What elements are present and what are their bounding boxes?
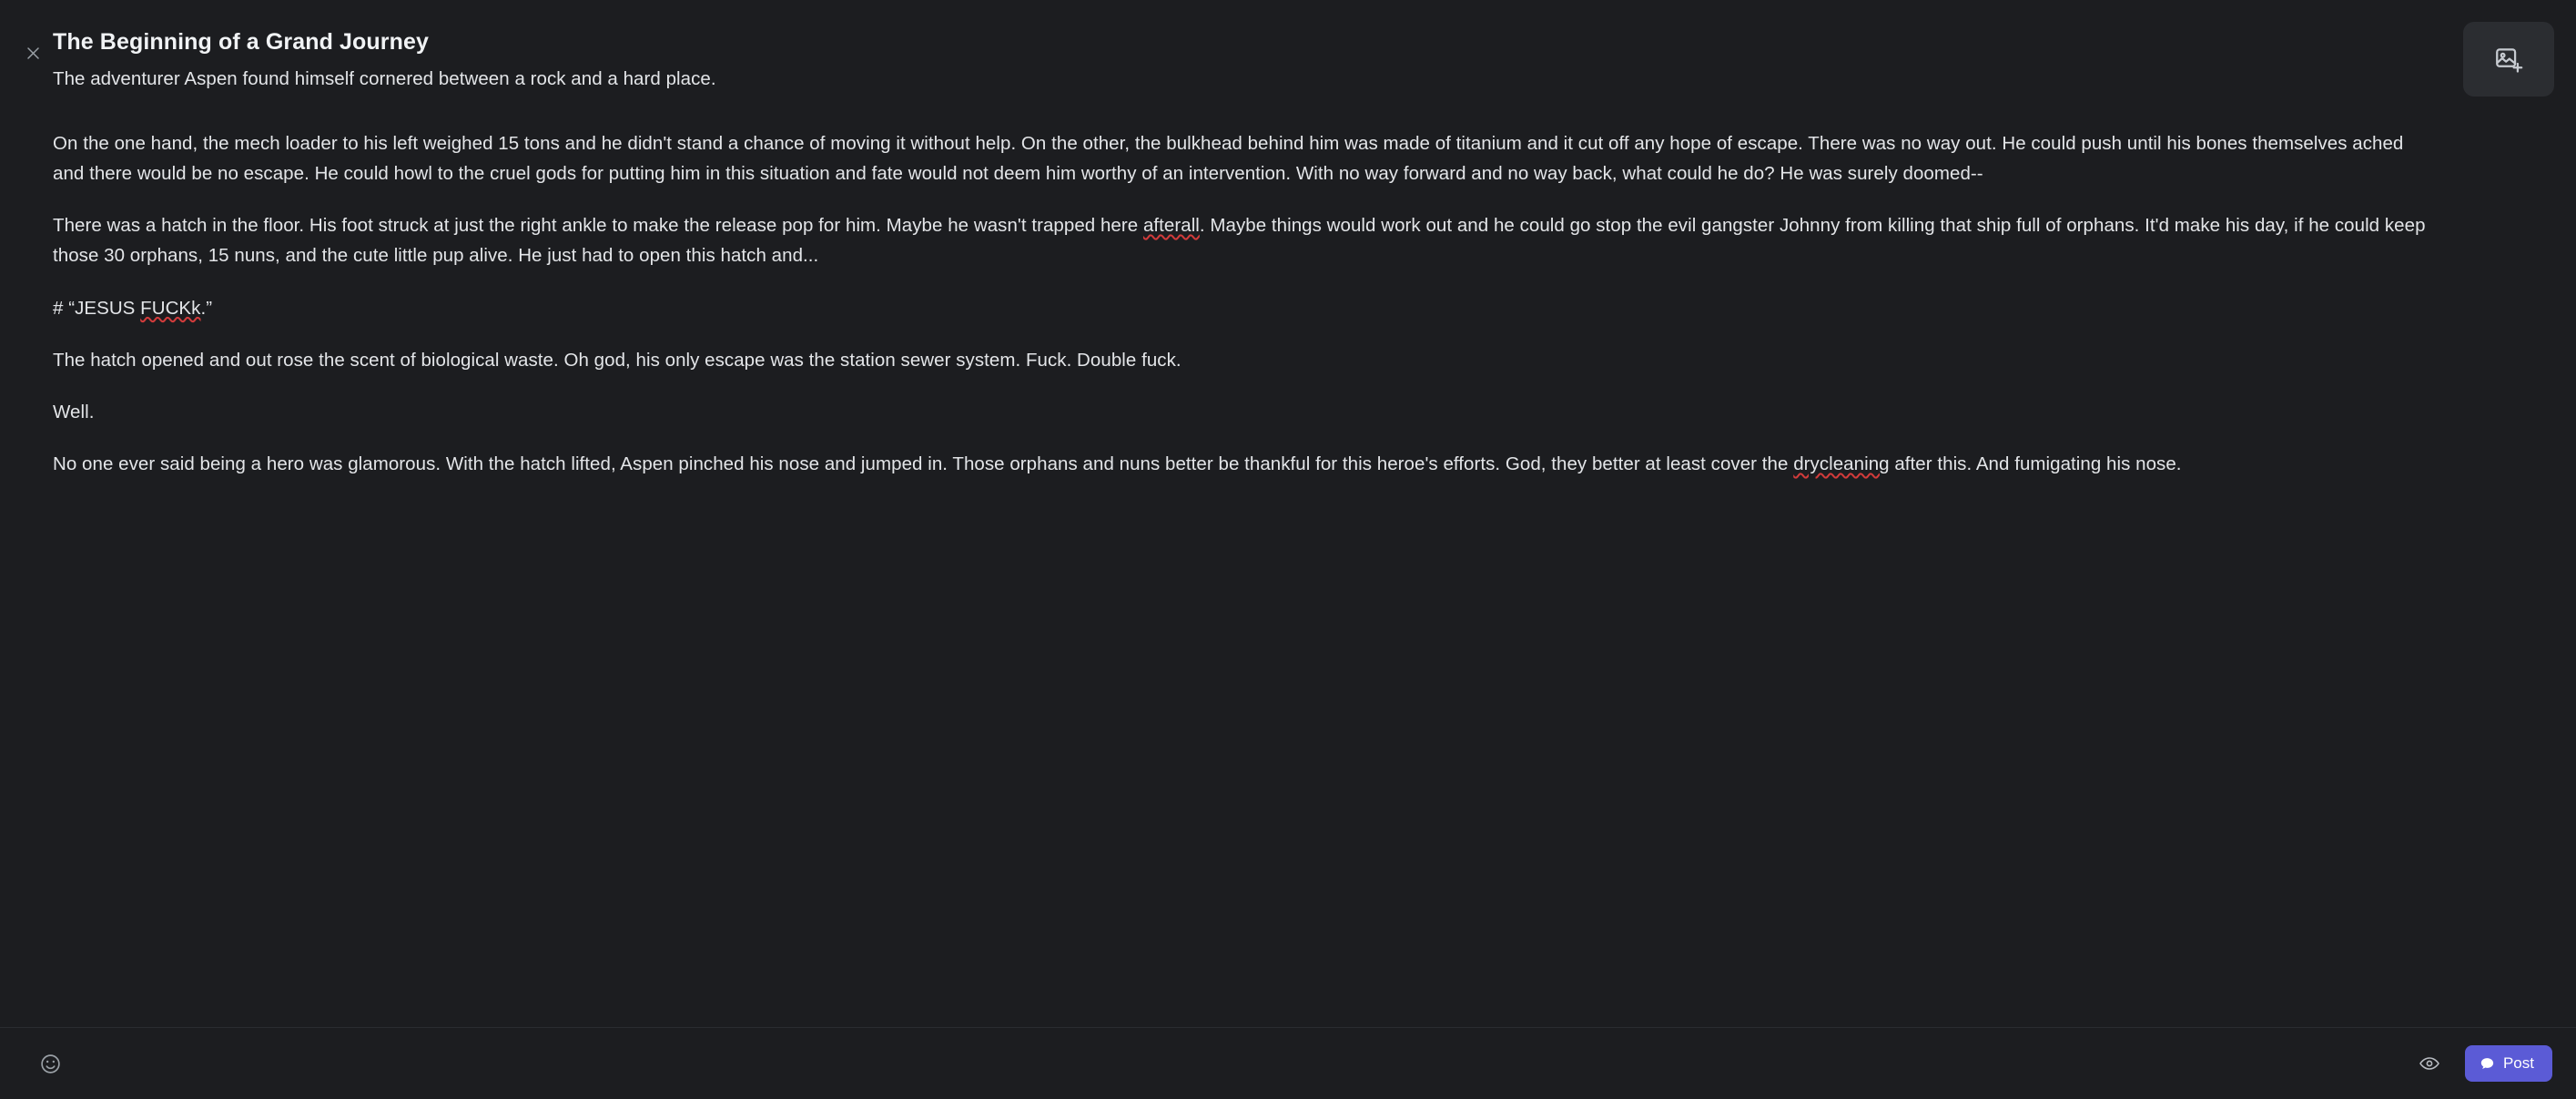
- document-content[interactable]: [53, 27, 2438, 501]
- post-button[interactable]: [2465, 1045, 2552, 1082]
- paragraph-text: # “JESUS: [53, 297, 141, 319]
- paragraph-2: [53, 128, 2438, 188]
- paragraph-text: after this. And fumigating his nose.: [1889, 453, 2182, 475]
- paragraph-intro: [53, 64, 2438, 94]
- comment-icon: [2480, 1056, 2495, 1072]
- editor-toolbar: [0, 1027, 2576, 1099]
- paragraph-text: The adventurer Aspen found himself cornered between a rock and a hard place.: [53, 67, 716, 89]
- paragraph-3: [53, 210, 2438, 270]
- add-image-icon: [2493, 44, 2524, 75]
- paragraph-6: [53, 397, 2438, 427]
- paragraph-text: . Maybe things would work out and he could go stop the evil gangster Johnny from killing that ship full of orphans. It'd make his day, if he could keep those 30 orphans, 15 nuns, and the cute little pup alive. He just had to open this hatch and...: [53, 215, 2426, 267]
- misspelled-word: FUCKk: [140, 297, 201, 319]
- document-title: The Beginning of a Grand Journey: [53, 29, 429, 55]
- paragraph-7: [53, 449, 2438, 479]
- eye-icon[interactable]: [2414, 1048, 2445, 1079]
- add-image-button[interactable]: [2463, 22, 2554, 97]
- misspelled-word: drycleaning: [1793, 453, 1890, 475]
- paragraph-4: [53, 293, 2438, 323]
- paragraph-5: [53, 345, 2438, 375]
- emoji-icon[interactable]: [35, 1048, 66, 1079]
- toolbar-actions: [2414, 1045, 2552, 1082]
- misspelled-word: afterall: [1142, 215, 1200, 237]
- post-button-label: Post: [2502, 1054, 2534, 1072]
- paragraph-text: The hatch opened and out rose the scent of biological waste. Oh god, his only escape was the station sewer system. Fuck. Double fuck.: [53, 349, 1182, 371]
- paragraph-text: Well.: [53, 401, 95, 422]
- paragraph-text: There was a hatch in the floor. His foot struck at just the right ankle to make the release pop for him. Maybe he wasn't trapped here: [53, 215, 1143, 237]
- paragraph-text: .”: [200, 297, 213, 319]
- paragraph-text: No one ever said being a hero was glamorous. With the hatch lifted, Aspen pinched his nose and jumped in. Those orphans and nuns better be thankful for this heroe's efforts. God, they better at least cover the: [53, 453, 1794, 475]
- paragraph-text: On the one hand, the mech loader to his left weighed 15 tons and he didn't stand a chance of moving it without help. On the other, the bulkhead behind him was made of titanium and it cut off any hope of escape. There was no way out. He could push until his bones themselves ached and there would be no escape. He could howl to the cruel gods for putting him in this situation and fate would not deem him worthy of an intervention. With no way forward and no way back, what could he do? He was surely doomed--: [53, 132, 2404, 184]
- close-icon[interactable]: [20, 40, 46, 66]
